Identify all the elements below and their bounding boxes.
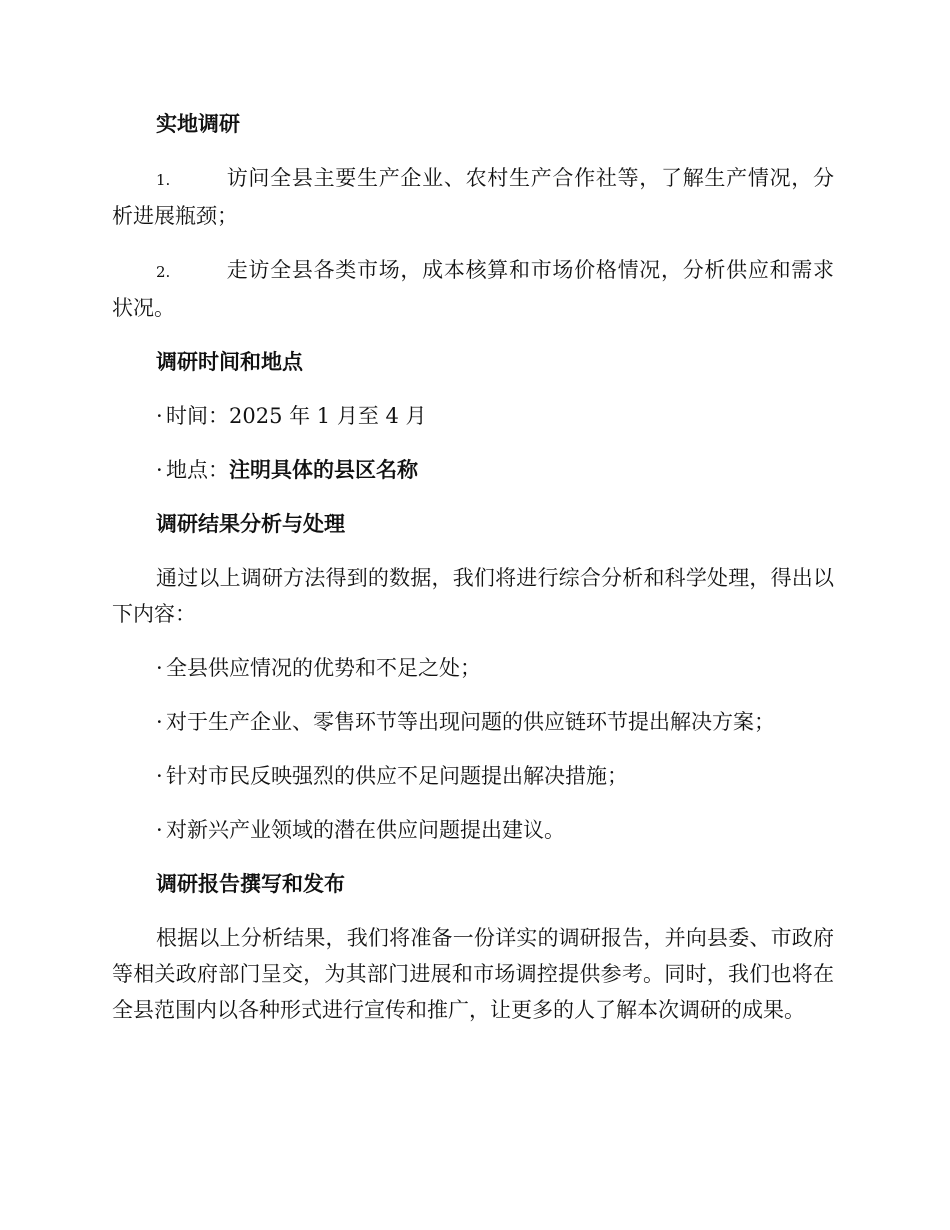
numbered-item-1 — [112, 160, 834, 234]
time-label: 时间： — [166, 404, 229, 428]
analysis-intro: 通过以上调研方法得到的数据，我们将进行综合分析和科学处理，得出以下内容： — [112, 566, 834, 626]
bullet-place — [112, 452, 834, 488]
item-number: 2. — [156, 263, 171, 281]
bullet-text: 对新兴产业领域的潜在供应问题提出建议。 — [166, 818, 565, 842]
document-page — [112, 106, 834, 1046]
bullet-dot: · — [156, 764, 163, 788]
bullet-dot: · — [156, 458, 163, 482]
report-body: 根据以上分析结果，我们将准备一份详实的调研报告，并向县委、市政府等相关政府部门呈交，为其部门进展和市场调控提供参考。同时，我们也将在全县范围内以各种形式进行宣传和推广，让更多的人了解本次调研的成果。 — [112, 926, 834, 1022]
analysis-bullet-2 — [112, 704, 834, 740]
bullet-time — [112, 398, 834, 434]
analysis-bullet-4 — [112, 812, 834, 848]
bullet-text: 对于生产企业、零售环节等出现问题的供应链环节提出解决方案； — [166, 710, 775, 734]
analysis-bullet-1 — [112, 650, 834, 686]
heading-field-research: 实地调研 — [156, 111, 240, 136]
item-text: 访问全县主要生产企业、农村生产合作社等，了解生产情况，分析进展瓶颈； — [112, 166, 834, 228]
numbered-item-2 — [112, 252, 834, 326]
time-value: 2025 年 1 月至 4 月 — [229, 404, 427, 428]
heading-time-place: 调研时间和地点 — [156, 349, 303, 374]
analysis-bullet-3 — [112, 758, 834, 794]
place-value: 注明具体的县区名称 — [229, 457, 418, 482]
bullet-text: 全县供应情况的优势和不足之处； — [166, 656, 481, 680]
bullet-dot: · — [156, 404, 163, 428]
place-label: 地点： — [166, 458, 229, 482]
item-text: 走访全县各类市场，成本核算和市场价格情况，分析供应和需求状况。 — [112, 258, 834, 320]
bullet-dot: · — [156, 656, 163, 680]
item-number: 1. — [156, 171, 171, 189]
bullet-dot: · — [156, 710, 163, 734]
heading-report: 调研报告撰写和发布 — [156, 871, 345, 896]
bullet-text: 针对市民反映强烈的供应不足问题提出解决措施； — [166, 764, 628, 788]
bullet-dot: · — [156, 818, 163, 842]
heading-analysis: 调研结果分析与处理 — [156, 511, 345, 536]
